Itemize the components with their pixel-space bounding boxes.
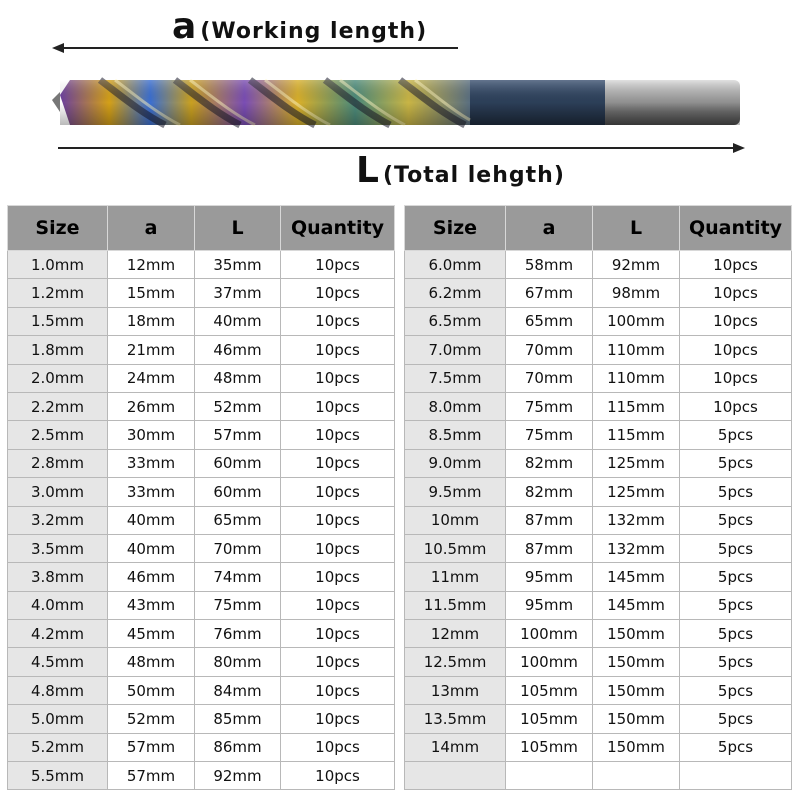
table-row [8, 364, 395, 392]
table-row [405, 478, 792, 506]
table-row [8, 705, 395, 733]
cell-quantity: 5pcs [680, 733, 792, 761]
cell-working-length: 40mm [108, 534, 195, 562]
cell-size: 6.0mm [405, 251, 506, 279]
cell-quantity: 10pcs [281, 251, 395, 279]
cell-total-length: 40mm [195, 307, 281, 335]
cell-quantity: 10pcs [281, 279, 395, 307]
cell-working-length: 105mm [506, 676, 593, 704]
cell-quantity: 10pcs [680, 392, 792, 420]
header-size: Size [8, 206, 108, 251]
cell-total-length: 115mm [593, 421, 680, 449]
table-row [8, 392, 395, 420]
cell-total-length: 150mm [593, 620, 680, 648]
cell-size: 5.2mm [8, 733, 108, 761]
cell-size: 6.2mm [405, 279, 506, 307]
cell-size: 4.2mm [8, 620, 108, 648]
cell-working-length: 95mm [506, 591, 593, 619]
cell-size: 5.0mm [8, 705, 108, 733]
cell-quantity: 10pcs [281, 336, 395, 364]
table-row [405, 421, 792, 449]
total-length-letter: L [356, 150, 379, 191]
cell-total-length: 145mm [593, 563, 680, 591]
cell-quantity: 10pcs [680, 251, 792, 279]
cell-size: 9.5mm [405, 478, 506, 506]
cell-working-length: 46mm [108, 563, 195, 591]
cell-working-length: 105mm [506, 705, 593, 733]
cell-size: 1.5mm [8, 307, 108, 335]
cell-total-length: 98mm [593, 279, 680, 307]
cell-working-length: 33mm [108, 478, 195, 506]
cell-total-length: 150mm [593, 705, 680, 733]
table-header-row [405, 206, 792, 251]
total-length-label [356, 150, 565, 191]
cell-total-length: 110mm [593, 336, 680, 364]
cell-size: 4.8mm [8, 676, 108, 704]
table-row [405, 591, 792, 619]
cell-working-length: 12mm [108, 251, 195, 279]
cell-quantity: 10pcs [281, 620, 395, 648]
cell-working-length [506, 762, 593, 790]
header-working-length: a [108, 206, 195, 251]
cell-working-length: 52mm [108, 705, 195, 733]
cell-size: 4.5mm [8, 648, 108, 676]
cell-quantity: 10pcs [680, 336, 792, 364]
table-row [405, 762, 792, 790]
cell-size: 14mm [405, 733, 506, 761]
cell-size: 3.5mm [8, 534, 108, 562]
cell-total-length: 76mm [195, 620, 281, 648]
cell-working-length: 70mm [506, 364, 593, 392]
total-length-text: (Total lehgth) [382, 163, 565, 188]
cell-working-length: 26mm [108, 392, 195, 420]
cell-total-length: 48mm [195, 364, 281, 392]
cell-total-length: 70mm [195, 534, 281, 562]
working-length-text: (Working length) [200, 19, 428, 44]
cell-size: 10mm [405, 506, 506, 534]
cell-size: 12.5mm [405, 648, 506, 676]
table-row [8, 449, 395, 477]
cell-quantity: 10pcs [281, 449, 395, 477]
cell-quantity: 10pcs [281, 392, 395, 420]
table-row [8, 733, 395, 761]
cell-total-length: 85mm [195, 705, 281, 733]
cell-working-length: 18mm [108, 307, 195, 335]
cell-total-length: 35mm [195, 251, 281, 279]
table-row [405, 449, 792, 477]
cell-working-length: 75mm [506, 392, 593, 420]
cell-quantity: 10pcs [680, 364, 792, 392]
cell-quantity: 10pcs [281, 648, 395, 676]
cell-total-length: 115mm [593, 392, 680, 420]
cell-size: 3.2mm [8, 506, 108, 534]
cell-quantity: 10pcs [281, 421, 395, 449]
table-row [8, 648, 395, 676]
cell-size: 1.2mm [8, 279, 108, 307]
cell-quantity: 10pcs [281, 705, 395, 733]
cell-total-length: 92mm [593, 251, 680, 279]
table-row [405, 563, 792, 591]
table-header-row [8, 206, 395, 251]
cell-quantity: 10pcs [680, 279, 792, 307]
size-table-left [7, 205, 395, 790]
cell-size: 2.5mm [8, 421, 108, 449]
header-size: Size [405, 206, 506, 251]
cell-size: 6.5mm [405, 307, 506, 335]
header-quantity: Quantity [281, 206, 395, 251]
cell-quantity: 10pcs [281, 563, 395, 591]
cell-quantity: 5pcs [680, 449, 792, 477]
header-total-length: L [195, 206, 281, 251]
cell-quantity: 10pcs [281, 733, 395, 761]
cell-size: 8.0mm [405, 392, 506, 420]
cell-size: 4.0mm [8, 591, 108, 619]
cell-quantity: 5pcs [680, 676, 792, 704]
cell-quantity: 5pcs [680, 705, 792, 733]
cell-total-length: 52mm [195, 392, 281, 420]
cell-size: 3.8mm [8, 563, 108, 591]
cell-working-length: 65mm [506, 307, 593, 335]
table-row [405, 364, 792, 392]
cell-working-length: 40mm [108, 506, 195, 534]
table-row [8, 336, 395, 364]
cell-working-length: 43mm [108, 591, 195, 619]
cell-working-length: 48mm [108, 648, 195, 676]
cell-total-length: 150mm [593, 676, 680, 704]
cell-quantity: 10pcs [281, 591, 395, 619]
cell-working-length: 105mm [506, 733, 593, 761]
cell-working-length: 21mm [108, 336, 195, 364]
table-row [405, 392, 792, 420]
cell-total-length: 86mm [195, 733, 281, 761]
header-quantity: Quantity [680, 206, 792, 251]
cell-quantity: 5pcs [680, 478, 792, 506]
cell-working-length: 67mm [506, 279, 593, 307]
cell-working-length: 24mm [108, 364, 195, 392]
cell-quantity [680, 762, 792, 790]
table-row [405, 336, 792, 364]
cell-total-length: 150mm [593, 648, 680, 676]
cell-working-length: 82mm [506, 478, 593, 506]
table-row [405, 534, 792, 562]
cell-quantity: 10pcs [281, 307, 395, 335]
table-row [405, 733, 792, 761]
cell-size: 1.8mm [8, 336, 108, 364]
table-row [8, 563, 395, 591]
working-length-arrow-head [52, 43, 64, 53]
cell-total-length: 46mm [195, 336, 281, 364]
table-row [8, 762, 395, 790]
cell-working-length: 82mm [506, 449, 593, 477]
cell-total-length: 75mm [195, 591, 281, 619]
table-row [405, 620, 792, 648]
cell-working-length: 58mm [506, 251, 593, 279]
cell-quantity: 5pcs [680, 648, 792, 676]
cell-size: 2.8mm [8, 449, 108, 477]
table-row [405, 307, 792, 335]
cell-working-length: 57mm [108, 733, 195, 761]
table-row [8, 251, 395, 279]
cell-quantity: 10pcs [281, 506, 395, 534]
table-row [405, 506, 792, 534]
table-row [405, 251, 792, 279]
header-total-length: L [593, 206, 680, 251]
cell-working-length: 33mm [108, 449, 195, 477]
cell-working-length: 100mm [506, 620, 593, 648]
working-length-letter: a [172, 6, 197, 47]
cell-quantity: 5pcs [680, 591, 792, 619]
table-row [405, 648, 792, 676]
cell-working-length: 75mm [506, 421, 593, 449]
cell-size: 2.2mm [8, 392, 108, 420]
cell-quantity: 10pcs [281, 762, 395, 790]
cell-size: 7.0mm [405, 336, 506, 364]
cell-total-length: 110mm [593, 364, 680, 392]
cell-quantity: 5pcs [680, 534, 792, 562]
cell-size: 11mm [405, 563, 506, 591]
cell-total-length: 74mm [195, 563, 281, 591]
cell-quantity: 5pcs [680, 620, 792, 648]
table-row [8, 676, 395, 704]
cell-working-length: 87mm [506, 534, 593, 562]
cell-quantity: 10pcs [680, 307, 792, 335]
cell-size [405, 762, 506, 790]
table-row [8, 534, 395, 562]
table-row [8, 591, 395, 619]
cell-total-length: 60mm [195, 449, 281, 477]
cell-total-length: 150mm [593, 733, 680, 761]
cell-quantity: 5pcs [680, 563, 792, 591]
cell-size: 3.0mm [8, 478, 108, 506]
cell-size: 13.5mm [405, 705, 506, 733]
cell-total-length [593, 762, 680, 790]
cell-total-length: 65mm [195, 506, 281, 534]
size-table-right [404, 205, 792, 790]
cell-size: 9.0mm [405, 449, 506, 477]
cell-size: 12mm [405, 620, 506, 648]
cell-working-length: 30mm [108, 421, 195, 449]
cell-total-length: 125mm [593, 449, 680, 477]
cell-total-length: 132mm [593, 506, 680, 534]
table-row [8, 279, 395, 307]
cell-total-length: 57mm [195, 421, 281, 449]
cell-working-length: 95mm [506, 563, 593, 591]
cell-working-length: 87mm [506, 506, 593, 534]
cell-working-length: 15mm [108, 279, 195, 307]
cell-size: 10.5mm [405, 534, 506, 562]
cell-quantity: 10pcs [281, 534, 395, 562]
cell-size: 7.5mm [405, 364, 506, 392]
table-row [8, 620, 395, 648]
cell-total-length: 84mm [195, 676, 281, 704]
header-working-length: a [506, 206, 593, 251]
table-row [8, 506, 395, 534]
cell-quantity: 5pcs [680, 421, 792, 449]
cell-total-length: 145mm [593, 591, 680, 619]
table-row [8, 421, 395, 449]
cell-size: 11.5mm [405, 591, 506, 619]
total-length-arrow-head [733, 143, 745, 153]
cell-quantity: 10pcs [281, 478, 395, 506]
cell-total-length: 80mm [195, 648, 281, 676]
table-row [8, 478, 395, 506]
cell-size: 8.5mm [405, 421, 506, 449]
cell-working-length: 100mm [506, 648, 593, 676]
cell-total-length: 132mm [593, 534, 680, 562]
cell-total-length: 92mm [195, 762, 281, 790]
cell-size: 1.0mm [8, 251, 108, 279]
table-row [405, 676, 792, 704]
drill-bit-diagram [0, 0, 800, 200]
cell-size: 2.0mm [8, 364, 108, 392]
cell-quantity: 10pcs [281, 676, 395, 704]
cell-working-length: 57mm [108, 762, 195, 790]
cell-total-length: 37mm [195, 279, 281, 307]
table-row [405, 705, 792, 733]
cell-size: 13mm [405, 676, 506, 704]
cell-total-length: 60mm [195, 478, 281, 506]
cell-total-length: 125mm [593, 478, 680, 506]
cell-working-length: 45mm [108, 620, 195, 648]
cell-quantity: 10pcs [281, 364, 395, 392]
cell-quantity: 5pcs [680, 506, 792, 534]
cell-working-length: 70mm [506, 336, 593, 364]
table-row [8, 307, 395, 335]
cell-working-length: 50mm [108, 676, 195, 704]
cell-total-length: 100mm [593, 307, 680, 335]
table-row [405, 279, 792, 307]
cell-size: 5.5mm [8, 762, 108, 790]
